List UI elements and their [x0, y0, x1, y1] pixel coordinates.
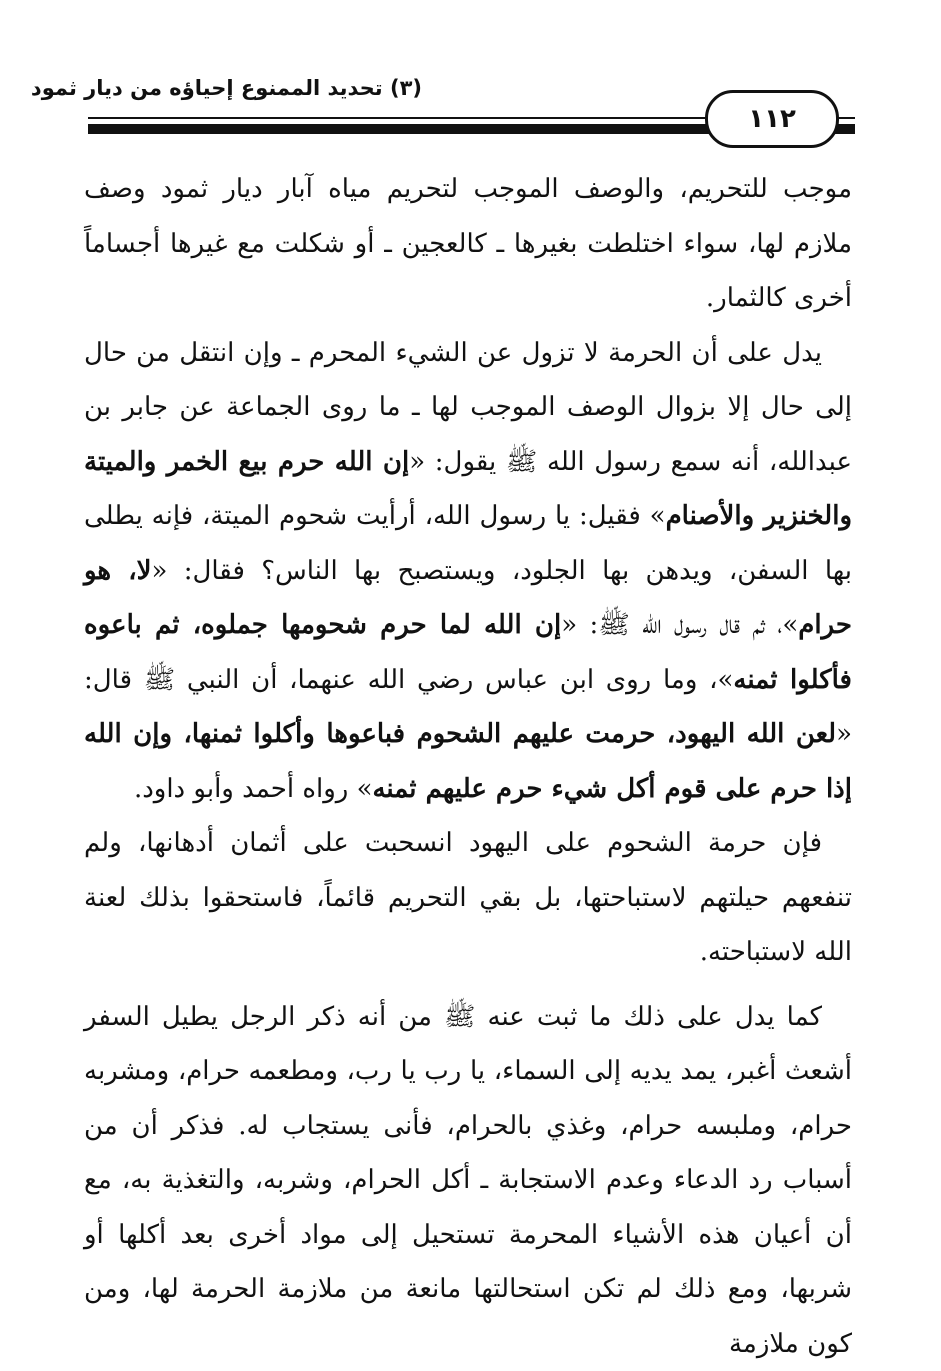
- hadith-quote: لا، هو حرام: [84, 556, 852, 641]
- running-title: (٣) تحديد الممنوع إحياؤه من ديار ثمود: [92, 74, 422, 102]
- text-segment: » فقيل: يا رسول الله، أرأيت شحوم الميتة، فإنه يطلى بها السفن، ويدهن بها الجلود، ويستصبح بها الناس؟ فقال: «: [84, 501, 852, 586]
- text-segment: » رواه أحمد وأبو داود.: [134, 774, 373, 804]
- paragraph-p1: [84, 162, 852, 326]
- page-number: ١١٢: [705, 90, 839, 148]
- hadith-quote: إن الله حرم بيع الخمر والميتة والخنزير والأصنام: [84, 447, 852, 532]
- paragraph-p4: [84, 990, 852, 1371]
- text-segment: كما يدل على ذلك ما ثبت عنه ﷺ من أنه ذكر الرجل يطيل السفر أشعث أغبر، يمد يديه إلى السماء، يا رب يا رب، ومطعمه حرام، ومشربه حرام، وملبسه حرام، وغذي بالحرام، فأنى يستجاب له. فذكر أن من أسباب رد الدعاء وعدم الاستجابة ـ أكل الحرام، وشربه، والتغذية به، مع أن أعيان هذه الأشياء المحرمة تستحيل إلى مواد أخرى بعد أكلها أو شربها، ومع ذلك لم تكن استحالتها مانعة من ملازمة الحرمة لها، ومن كون ملازمة: [84, 1002, 852, 1359]
- hadith-quote: إن الله لما حرم شحومها جملوه، ثم باعوه فأكلوا ثمنه: [84, 610, 852, 695]
- text-segment: فإن حرمة الشحوم على اليهود انسحبت على أثمان أدهانها، ولم تنفعهم حيلتهم لاستباحتها، بل بقي التحريم قائماً، فاستحقوا بذلك لعنة الله لاستباحته.: [84, 828, 852, 967]
- paragraph-p3: [84, 816, 852, 980]
- text-segment: موجب للتحريم، والوصف الموجب لتحريم مياه آبار ديار ثمود وصف ملازم لها، سواء اختلطت بغيرها ـ كالعجين ـ أو شكلت مع غيرها أجساماً أخرى كالثمار.: [84, 174, 852, 313]
- paragraph-gap: [84, 980, 852, 990]
- paragraph-p2: [84, 326, 852, 817]
- hadith-quote: لعن الله اليهود، حرمت عليهم الشحوم فباعوها وأكلوا ثمنها، وإن الله إذا حرم على قوم أكل شيء حرم عليهم ثمنه: [84, 719, 852, 804]
- text-segment: يدل على أن الحرمة لا تزول عن الشيء المحرم ـ وإن انتقل من حال إلى حال إلا بزوال الوصف الموجب لها ـ ما روى الجماعة عن جابر بن عبدالله، أنه سمع رسول الله ﷺ يقول: «: [84, 338, 852, 477]
- text-segment: »، ثم قال رسول الله ﷺ: «: [561, 610, 798, 640]
- text-segment: »، وما روى ابن عباس رضي الله عنهما، أن النبي ﷺ قال: «: [84, 665, 852, 750]
- body-text: [84, 162, 852, 1371]
